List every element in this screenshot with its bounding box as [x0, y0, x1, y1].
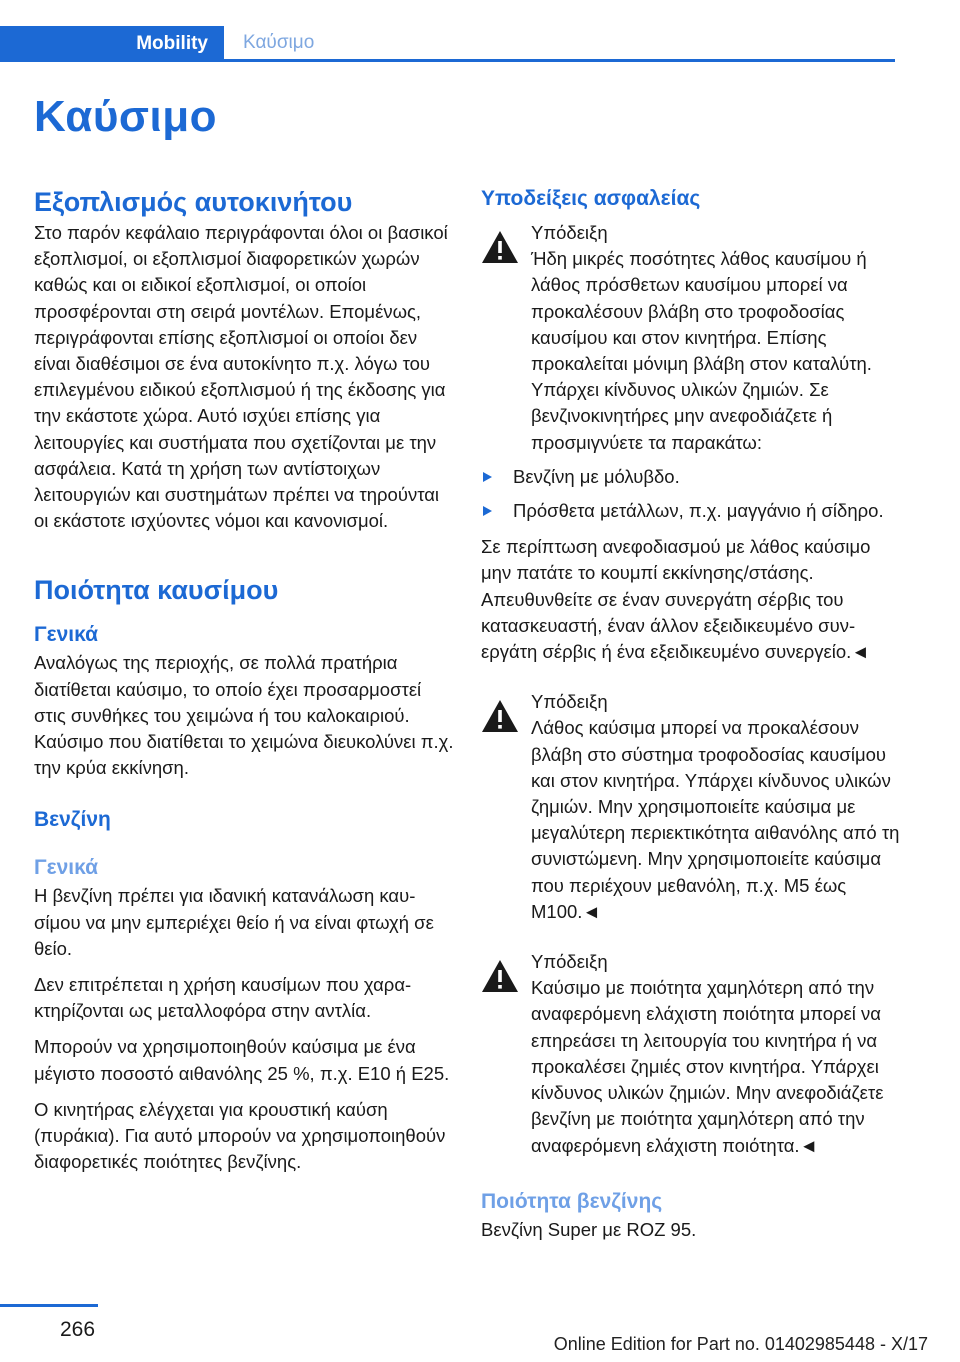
general-heading: Γενικά [34, 623, 99, 647]
warning-triangle-icon [481, 959, 519, 993]
warning-bullet-list [481, 464, 901, 524]
section-vehicle-equipment-title: Εξοπλισμός αυτοκινήτου [34, 187, 353, 217]
general-paragraph: Αναλόγως της περιοχής, σε πολλά πρατήρια διατίθεται καύσιμο, το οποίο έχει προσαρμοστεί στις συνθήκες του χειμώνα ή του καλοκαιριού. Καύσιμο που διατίθεται το χειμώνα διευκολύνει π.χ. την κρύα εκκίνηση. [34, 652, 454, 779]
warning-label: Υπόδειξη [531, 691, 608, 713]
section-fuel-quality-title: Ποιότητα καυσίμου [34, 575, 279, 606]
petrol-paragraph: Ο κινητήρας ελέγχεται για κρουστική καύση (πυράκια). Για αυτό μπορούν να χρησιμοποιηθούν διαφορετικές ποιότητες βενζίνης. [34, 1098, 446, 1173]
list-item-text: Βενζίνη με μόλυβδο. [513, 465, 680, 487]
warning-triangle-icon [481, 699, 519, 733]
warning-block [481, 689, 901, 925]
warning-triangle-icon [481, 230, 519, 264]
header-tabbar [0, 26, 895, 62]
petrol-heading: Βενζίνη [34, 808, 111, 832]
petrol-paragraph: Η βενζίνη πρέπει για ιδανική κατανάλωση καυσίμου να μην εμπεριέχει θείο ή να είναι φτωχή σε θείο. [34, 885, 434, 959]
warning-text: Ήδη μικρές ποσότητες λάθος καυσίμου ή λάθος πρόσθετων καυσίμου μπορεί να προκαλέσουν βλάβη στο τροφοδοσίας καυσίμου και στον κινητήρα. Επίσης προκαλείται μόνιμη βλάβη στον καταλύτη. Υπάρχει κίνδυνος υλικών ζημιών. Σε βενζινοκινητήρες μην ανεφοδιάζετε ή προσμιγνύετε τα παρακάτω: [531, 248, 872, 453]
list-item [481, 498, 901, 524]
safety-notes-heading: Υποδείξεις ασφαλείας [481, 187, 701, 210]
footer-line [0, 1304, 98, 1307]
right-column [481, 184, 901, 1243]
petrol-paragraph: Δεν επιτρέπεται η χρήση καυσίμων που χαρακτηρίζονται ως μεταλλοφόρα στην αντλία. [34, 974, 412, 1022]
page-number: 266 [60, 1318, 96, 1341]
bullet-triangle-icon [483, 472, 492, 482]
tab-mobility[interactable]: Mobility [0, 26, 224, 62]
warning-label: Υπόδειξη [531, 951, 608, 973]
header-underline [0, 59, 895, 62]
petrol-general-heading: Γενικά [34, 856, 99, 880]
edition-text: Online Edition for Part no. 01402985448 - X/17 [553, 1334, 928, 1354]
list-item [481, 464, 901, 490]
warning-block [481, 949, 901, 1159]
tab-fuel[interactable]: Καύσιμο [243, 32, 315, 53]
warning-text: Καύσιμο με ποιότητα χαμηλότερη από την αναφερόμενη ελάχιστη ποιότητα μπορεί να επηρεάσει τη λειτουργία του κινητήρα ή να προκαλέσει ζημιές στον κινητήρα. Υπάρχει κίνδυνος υλικών ζημιών. Μην ανεφοδιάζετε βενζίνη με ποιότητα χαμηλότερη από την αναφερόμενη ελάχιστη ποιότητα.◄ [531, 977, 884, 1156]
warning-label: Υπόδειξη [531, 222, 608, 243]
petrol-paragraph: Μπορούν να χρησιμοποιηθούν καύσιμα με ένα μέγιστο ποσοστό αιθανόλης 25 %, π.χ. E10 ή E25. [34, 1036, 450, 1084]
bullet-triangle-icon [483, 506, 492, 516]
warning-block [481, 220, 901, 456]
left-column [34, 184, 454, 1175]
warning-followup-text: Σε περίπτωση ανεφοδιασμού με λάθος καύσιμο μην πατάτε το κουμπί εκκίνησης/στάσης. Απευθυνθείτε σε έναν συνεργάτη σέρβις του κατασκευαστή, έναν άλλον εξειδικευμένο συνεργάτη σέρβις ή ένα εξειδικευμένο συνεργείο.◄ [481, 536, 871, 663]
list-item-text: Πρόσθετα μετάλλων, π.χ. μαγγάνιο ή σίδηρο. [513, 500, 884, 522]
petrol-quality-heading: Ποιότητα βενζίνης [481, 1189, 663, 1213]
vehicle-equipment-paragraph: Στο παρόν κεφάλαιο περιγράφονται όλοι οι βασικοί εξοπλισμοί, οι εξοπλισμοί διαφορετικών χωρών καθώς και οι ειδικοί εξοπλισμοί, οι οποίοι προσφέρονται στη σειρά μοντέλων. Επομένως, περιγράφονται επίσης εξοπλισμοί οι οποίοι δεν είναι διαθέσιμοι σε ένα αυτοκίνητο π.χ. λόγω του επιλεγμένου ειδικού εξοπλισμού ή της έκδοσης για την εκάστοτε χώρα. Αυτό ισχύει επίσης για λειτουργίες και συστήματα που σχετίζονται με την ασφάλεια. Κατά τη χρήση των αντίστοιχων λειτουργιών και συστημάτων πρέπει να τηρούνται οι εκάστοτε ισχύοντες νόμοι και κανονισμοί. [34, 222, 448, 532]
page-title: Καύσιμο [34, 92, 218, 141]
warning-text: Λάθος καύσιμα μπορεί να προκαλέσουν βλάβη στο σύστημα τροφοδοσίας καυσίμου και στον κινητήρα. Υπάρχει κίνδυνος υλικών ζημιών. Μην χρησιμοποιείτε καύσιμα με μεγαλύτερη περιεκτικότητα αιθανόλης από τη συνιστώμενη. Μην χρησιμοποιείτε καύσιμα που περιέχουν μεθανόλη, π.χ. M5 έως M100.◄ [531, 717, 900, 922]
petrol-quality-text: Βενζίνη Super με ROZ 95. [481, 1218, 697, 1240]
